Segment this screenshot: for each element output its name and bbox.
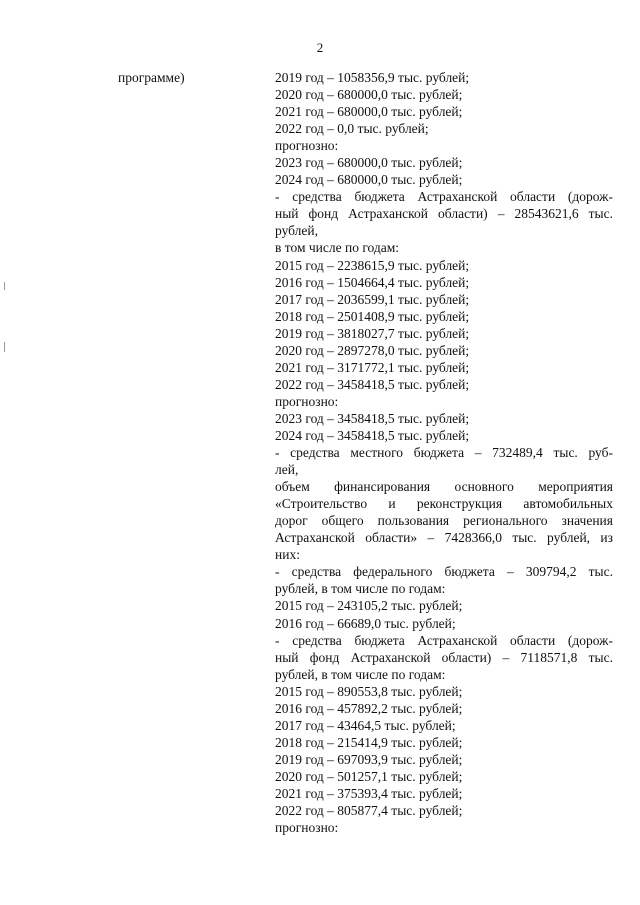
text-line: объем финансирования основного мероприятия (275, 479, 613, 495)
text-line: 2022 год – 3458418,5 тыс. рублей; (275, 376, 470, 392)
text-line: рублей, в том числе по годам: (275, 666, 446, 682)
text-line: - средства бюджета Астраханской области (дорож- (275, 189, 613, 205)
page-number: 2 (316, 40, 324, 55)
text-line: дорог общего пользования регионального значения (275, 513, 613, 529)
text-line: 2016 год – 457892,2 тыс. рублей; (275, 700, 463, 716)
text-line: прогнозно: (275, 393, 339, 409)
text-line: 2021 год – 680000,0 тыс. рублей; (275, 104, 463, 120)
scan-artifact (4, 282, 5, 290)
text-line: - средства федерального бюджета – 309794,2 тыс. (275, 564, 613, 580)
text-line: 2017 год – 2036599,1 тыс. рублей; (275, 291, 470, 307)
text-line: ный фонд Астраханской области) – 7118571,8 тыс. (275, 649, 613, 665)
text-line: - средства бюджета Астраханской области (дорож- (275, 632, 613, 648)
text-line: 2020 год – 501257,1 тыс. рублей; (275, 768, 463, 784)
text-line: 2024 год – 3458418,5 тыс. рублей; (275, 427, 470, 443)
text-line: 2018 год – 215414,9 тыс. рублей; (275, 734, 463, 750)
text-line: 2020 год – 680000,0 тыс. рублей; (275, 87, 463, 103)
text-line: 2018 год – 2501408,9 тыс. рублей; (275, 308, 470, 324)
text-line: 2022 год – 805877,4 тыс. рублей; (275, 803, 463, 819)
text-line: них: (275, 547, 300, 563)
text-line: лей, (275, 462, 299, 478)
text-line: 2023 год – 680000,0 тыс. рублей; (275, 155, 463, 171)
text-line: Астраханской области» – 7428366,0 тыс. рублей, из (275, 530, 613, 546)
text-line: 2015 год – 2238615,9 тыс. рублей; (275, 257, 470, 273)
text-line: 2023 год – 3458418,5 тыс. рублей; (275, 410, 470, 426)
table-right-cell (275, 69, 613, 836)
text-line: в том числе по годам: (275, 240, 400, 256)
text-line: 2022 год – 0,0 тыс. рублей; (275, 121, 429, 137)
text-line: 2019 год – 3818027,7 тыс. рублей; (275, 325, 470, 341)
text-line: рублей, (275, 223, 319, 239)
text-line: - средства местного бюджета – 732489,4 тыс. руб- (275, 445, 613, 461)
text-line: «Строительство и реконструкция автомобильных (275, 496, 613, 512)
text-line: 2015 год – 890553,8 тыс. рублей; (275, 683, 463, 699)
text-line: прогнозно: (275, 820, 339, 836)
scan-artifact (4, 342, 5, 352)
text-line: 2019 год – 697093,9 тыс. рублей; (275, 751, 463, 767)
text-line: 2015 год – 243105,2 тыс. рублей; (275, 598, 463, 614)
text-line: 2017 год – 43464,5 тыс. рублей; (275, 717, 456, 733)
text-line: ный фонд Астраханской области) – 28543621,6 тыс. (275, 206, 613, 222)
text-line: 2021 год – 3171772,1 тыс. рублей; (275, 359, 470, 375)
text-line: 2016 год – 66689,0 тыс. рублей; (275, 615, 456, 631)
text-line: 2016 год – 1504664,4 тыс. рублей; (275, 274, 470, 290)
text-line: 2020 год – 2897278,0 тыс. рублей; (275, 342, 470, 358)
text-line: прогнозно: (275, 138, 339, 154)
table-left-cell-text: программе) (118, 70, 185, 85)
text-line: 2021 год – 375393,4 тыс. рублей; (275, 785, 463, 801)
text-line: рублей, в том числе по годам: (275, 581, 446, 597)
text-line: 2024 год – 680000,0 тыс. рублей; (275, 172, 463, 188)
text-line: 2019 год – 1058356,9 тыс. рублей; (275, 70, 470, 85)
